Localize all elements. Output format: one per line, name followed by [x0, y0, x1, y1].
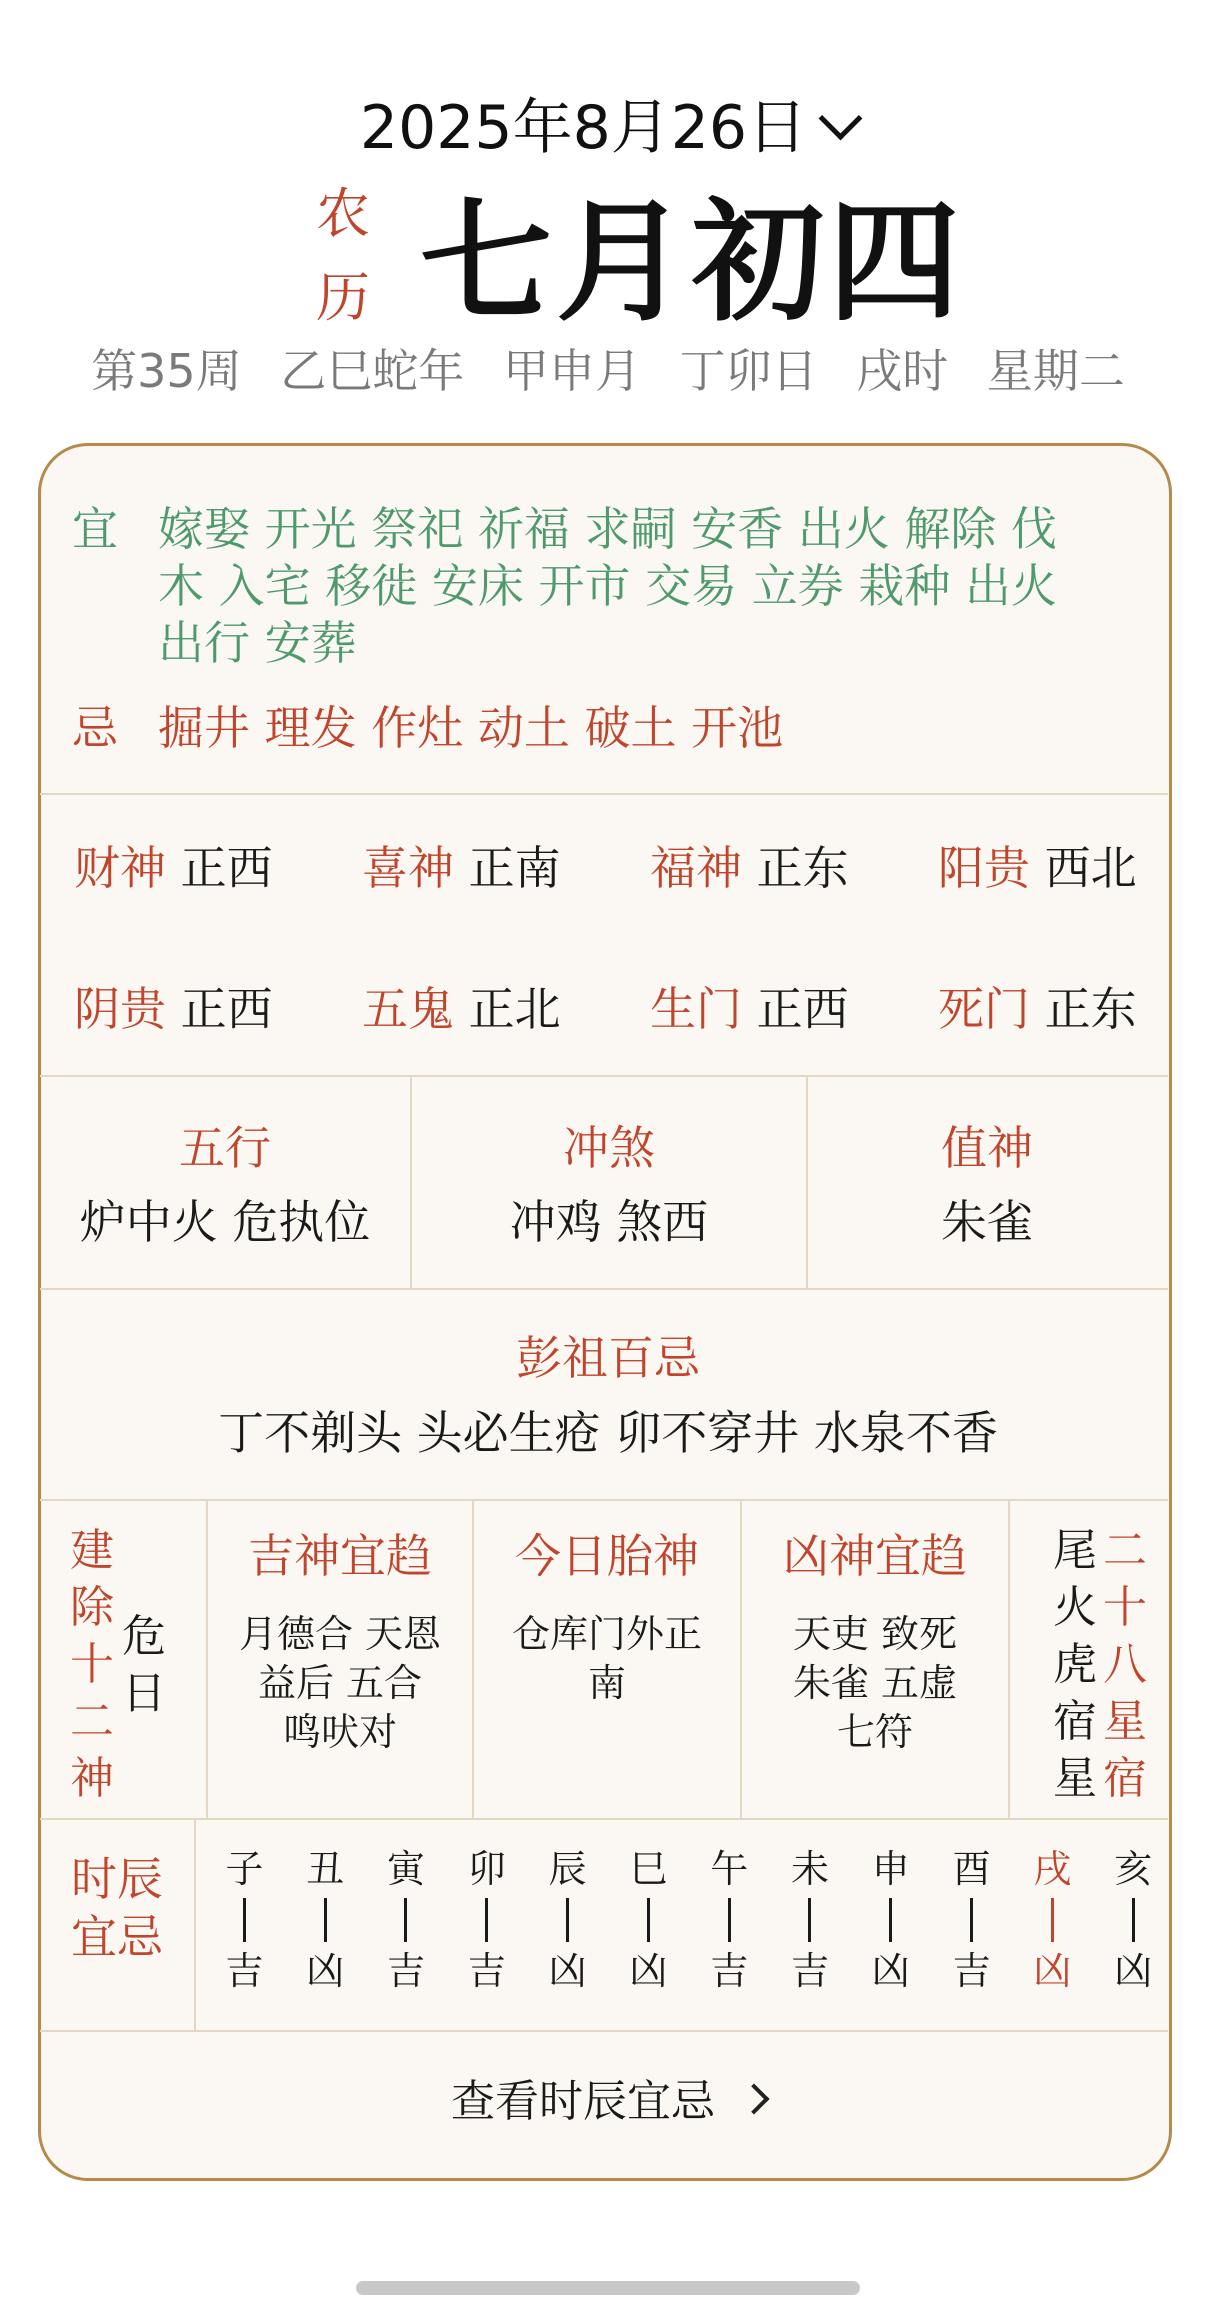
shichen-hour[interactable] [931, 1846, 1012, 1994]
xiongshen-list: 天吏 致死 朱雀 五虚 七符 [792, 1612, 958, 1754]
hour-branch: 戌 [1033, 1847, 1072, 1891]
taishen-list: 仓库门外正 南 [511, 1612, 702, 1705]
divider [806, 1075, 808, 1288]
hour-ganzhi: 戌时 [856, 344, 949, 398]
zhishen-value: 朱雀 [941, 1195, 1033, 1249]
month-ganzhi: 甲申月 [502, 344, 641, 398]
hour-branch: 辰 [548, 1847, 587, 1891]
shichen-hour[interactable] [527, 1846, 608, 1994]
hour-luck: 吉 [710, 1949, 749, 1993]
yi-label: 宜 [72, 502, 118, 556]
direction-item: 死门 正东 [938, 982, 1137, 1036]
shichen-hour[interactable] [366, 1846, 447, 1994]
star-value: 尾 火 虎 宿 星 [1053, 1525, 1097, 1804]
hour-luck: 吉 [386, 1949, 425, 1993]
pengzu-text: 丁不剃头 头必生疮 卯不穿井 水泉不香 [218, 1406, 998, 1460]
hour-separator [889, 1898, 892, 1942]
view-shichen-label: 查看时辰宜忌 [451, 2076, 715, 2127]
shichen-hour[interactable] [285, 1846, 366, 1994]
hour-separator [808, 1898, 811, 1942]
hour-branch: 寅 [386, 1847, 425, 1891]
jishen-list: 月德合 天恩 益后 五合 鸣吠对 [238, 1612, 442, 1754]
shichen-hour[interactable] [1093, 1846, 1174, 1994]
jianchu-label: 建 除 十 二 神 [70, 1525, 114, 1804]
hour-luck: 凶 [629, 1949, 668, 1993]
yi-text-line1: 嫁娶 开光 祭祀 祈福 求嗣 安香 出火 解除 伐 [158, 502, 1057, 556]
hour-branch: 子 [225, 1847, 264, 1891]
chongsha-title: 冲煞 [563, 1121, 655, 1175]
hour-separator [728, 1898, 731, 1942]
hour-separator [404, 1898, 407, 1942]
jianchu-value: 危 日 [122, 1611, 166, 1719]
hour-branch: 亥 [1114, 1847, 1153, 1891]
hour-branch: 未 [790, 1847, 829, 1891]
hour-branch: 卯 [467, 1847, 506, 1891]
lunar-date: 七月初四 [420, 186, 964, 340]
hour-separator [485, 1898, 488, 1942]
home-indicator[interactable] [356, 2281, 860, 2295]
hour-separator [970, 1898, 973, 1942]
date-text: 2025年8月26日 [359, 93, 808, 163]
hour-luck: 凶 [1114, 1949, 1153, 1993]
wuxing-title: 五行 [179, 1121, 271, 1175]
view-shichen-link[interactable] [40, 2074, 1176, 2130]
day-ganzhi: 丁卯日 [679, 344, 818, 398]
ji-text: 掘井 理发 作灶 动土 破土 开池 [158, 701, 784, 755]
hour-luck: 吉 [467, 1949, 506, 1993]
weekday: 星期二 [986, 344, 1125, 398]
hour-luck: 凶 [306, 1949, 345, 1993]
hour-branch: 午 [710, 1847, 749, 1891]
wuxing-value: 炉中火 危执位 [79, 1195, 371, 1249]
yi-text-line3: 出行 安葬 [158, 616, 357, 670]
divider [194, 1818, 196, 2030]
week-number: 第35周 [91, 344, 242, 398]
direction-item: 喜神 正南 [362, 841, 561, 895]
shichen-hour[interactable] [689, 1846, 770, 1994]
hour-branch: 申 [871, 1847, 910, 1891]
hour-separator [324, 1898, 327, 1942]
divider [410, 1075, 412, 1288]
star-label: 二 十 八 星 宿 [1103, 1525, 1147, 1804]
zhishen-title: 值神 [941, 1121, 1033, 1175]
divider [1008, 1499, 1010, 1819]
hour-luck: 凶 [1033, 1949, 1072, 1993]
hour-luck: 吉 [790, 1949, 829, 1993]
hour-separator [647, 1898, 650, 1942]
xiongshen-title: 凶神宜趋 [783, 1529, 967, 1583]
hour-branch: 巳 [629, 1847, 668, 1891]
year-ganzhi: 乙巳蛇年 [280, 344, 465, 398]
taishen-title: 今日胎神 [515, 1529, 699, 1583]
hour-separator [1051, 1898, 1054, 1942]
ji-label: 忌 [72, 701, 118, 755]
yi-text-line2: 木 入宅 移徙 安床 开市 交易 立券 栽种 出火 [158, 559, 1057, 613]
hour-separator [243, 1898, 246, 1942]
chevron-down-icon [819, 97, 863, 141]
direction-item: 阴贵 正西 [74, 982, 273, 1036]
hour-luck: 吉 [952, 1949, 991, 1993]
lunar-label: 农历 [316, 182, 370, 329]
direction-item: 财神 正西 [74, 841, 273, 895]
direction-item: 福神 正东 [650, 841, 849, 895]
direction-item: 阳贵 西北 [938, 841, 1137, 895]
hour-branch: 丑 [306, 1847, 345, 1891]
shichen-hour[interactable] [608, 1846, 689, 1994]
chongsha-value: 冲鸡 煞西 [509, 1195, 709, 1249]
direction-item: 五鬼 正北 [362, 982, 561, 1036]
shichen-hour[interactable] [850, 1846, 931, 1994]
divider [40, 1499, 1168, 1501]
hour-luck: 凶 [871, 1949, 910, 1993]
date-selector[interactable] [0, 88, 1216, 168]
shichen-label: 时辰 宜忌 [71, 1852, 163, 1964]
divider [40, 2030, 1168, 2032]
direction-item: 生门 正西 [650, 982, 849, 1036]
hour-separator [566, 1898, 569, 1942]
divider [40, 1818, 1168, 1820]
hour-branch: 酉 [952, 1847, 991, 1891]
divider [40, 1075, 1168, 1077]
divider [40, 793, 1168, 795]
jishen-title: 吉神宜趋 [248, 1529, 432, 1583]
shichen-hour[interactable] [770, 1846, 851, 1994]
chevron-right-icon [738, 2083, 769, 2114]
hour-luck: 凶 [548, 1949, 587, 1993]
date-subline [0, 340, 1216, 402]
hour-luck: 吉 [225, 1949, 264, 1993]
shichen-hour[interactable] [204, 1846, 285, 1994]
divider [40, 1288, 1168, 1290]
pengzu-title: 彭祖百忌 [516, 1331, 700, 1385]
hour-separator [1132, 1898, 1135, 1942]
shichen-hour[interactable] [446, 1846, 527, 1994]
shichen-hour[interactable] [1012, 1846, 1093, 1994]
